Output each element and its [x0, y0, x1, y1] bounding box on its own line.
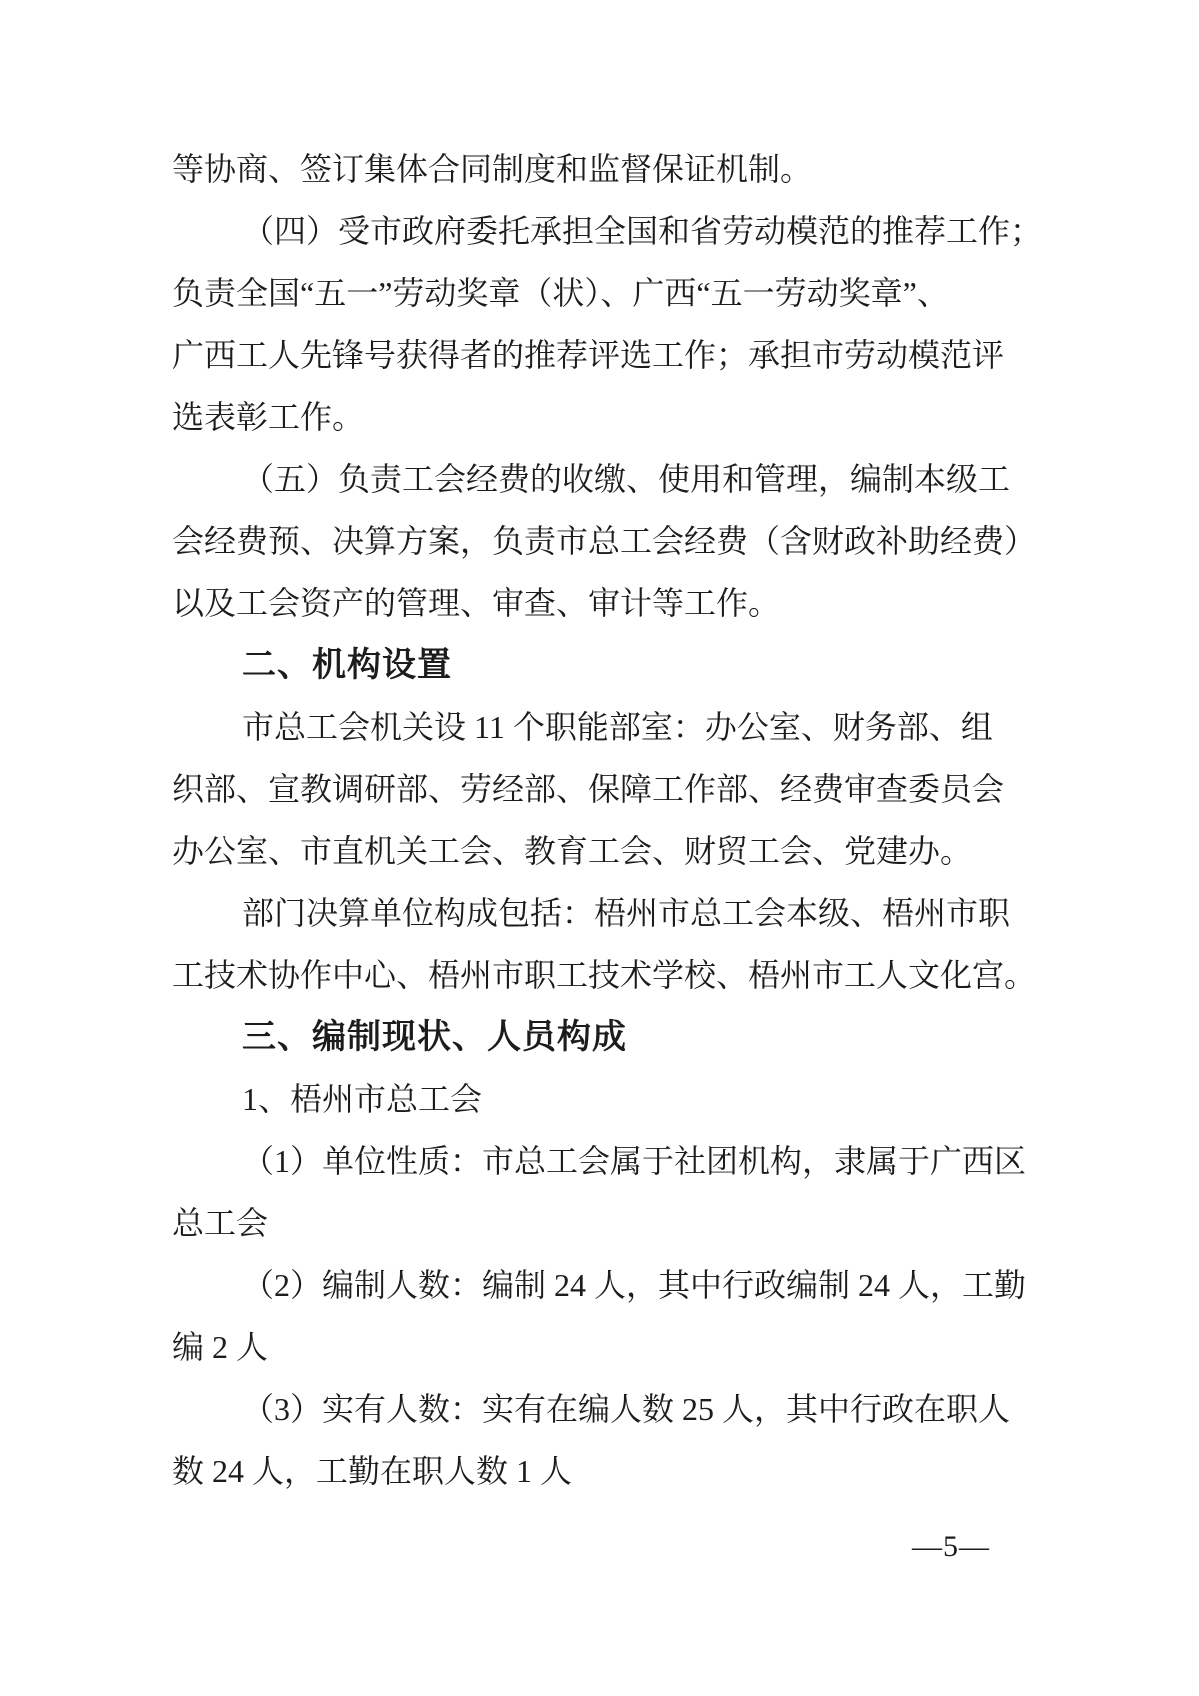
text-line: 市总工会机关设 11 个职能部室：办公室、财务部、组 [242, 709, 993, 745]
text-line: 等协商、签订集体合同制度和监督保证机制。 [172, 151, 813, 187]
text-line: 广西工人先锋号获得者的推荐评选工作；承担市劳动模范评 [172, 337, 1005, 373]
text-line: （2）编制人数：编制 24 人，其中行政编制 24 人，工勤 [242, 1267, 1027, 1303]
text-line: 编 2 人 [172, 1329, 269, 1365]
text-line: 工技术协作中心、梧州市职工技术学校、梧州市工人文化宫。 [172, 957, 1037, 993]
text-line: （五）负责工会经费的收缴、使用和管理，编制本级工 [242, 461, 1011, 497]
text-line: 选表彰工作。 [172, 399, 365, 435]
text-line: （1）单位性质：市总工会属于社团机构，隶属于广西区 [242, 1143, 1027, 1179]
text-line: （3）实有人数：实有在编人数 25 人，其中行政在职人 [242, 1391, 1011, 1427]
text-line: 会经费预、决算方案，负责市总工会经费（含财政补助经费） [172, 523, 1037, 559]
text-line: 1、梧州市总工会 [242, 1081, 483, 1117]
text-line: 部门决算单位构成包括：梧州市总工会本级、梧州市职 [242, 895, 1011, 931]
text-line: 办公室、市直机关工会、教育工会、财贸工会、党建办。 [172, 833, 973, 869]
text-line: 数 24 人，工勤在职人数 1 人 [172, 1453, 573, 1489]
page-number: —5— [912, 1530, 990, 1563]
text-line: 以及工会资产的管理、审查、审计等工作。 [172, 585, 781, 621]
document-content [172, 138, 1042, 1502]
section-heading: 三、编制现状、人员构成 [242, 1018, 627, 1056]
text-line: 织部、宣教调研部、劳经部、保障工作部、经费审查委员会 [172, 771, 1005, 807]
text-line: 总工会 [172, 1205, 269, 1241]
text-line: 负责全国“五一”劳动奖章（状）、广西“五一劳动奖章”、 [172, 275, 949, 311]
text-line: （四）受市政府委托承担全国和省劳动模范的推荐工作； [242, 213, 1043, 249]
section-heading: 二、机构设置 [242, 646, 452, 684]
